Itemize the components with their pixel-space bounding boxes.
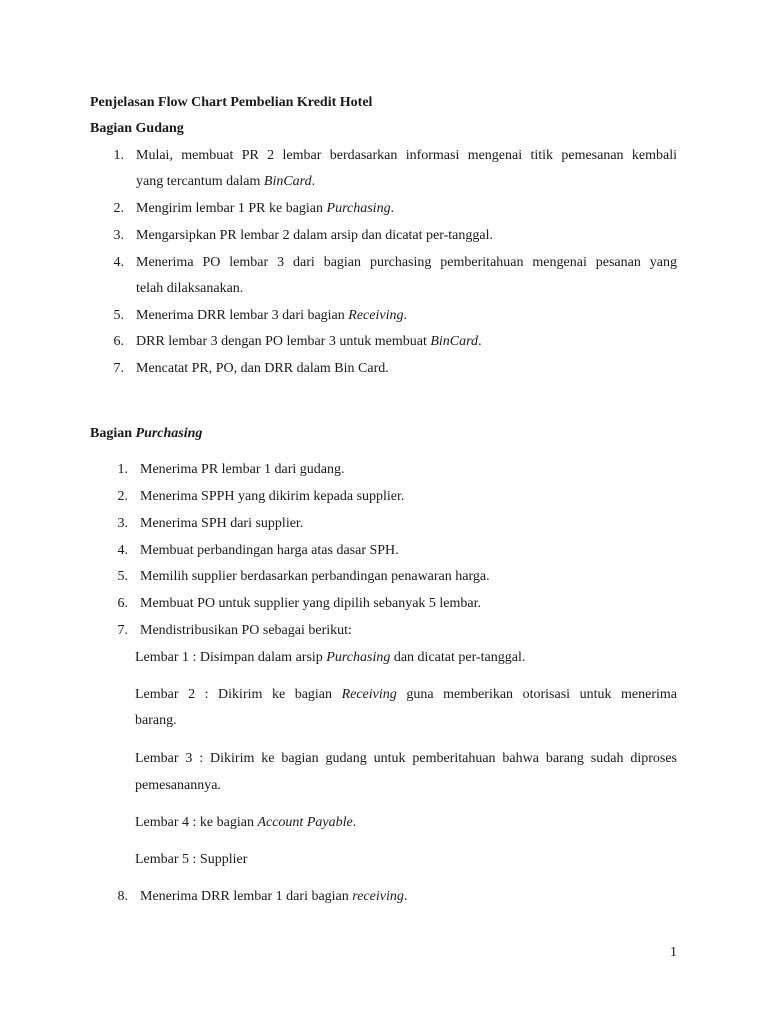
list-number: 6. [117, 596, 128, 611]
list-item-text: Menerima PR lembar 1 dari gudang. [140, 462, 345, 477]
list-item-text: Mulai, membuat PR 2 lembar berdasarkan informasi mengenai titik pemesanan kembali [136, 148, 677, 163]
list-item-text: Menerima SPH dari supplier. [140, 516, 304, 531]
list-number: 3. [113, 228, 124, 243]
lembar-2-text: Lembar 2 : Dikirim ke bagian Receiving guna memberikan otorisasi untuk menerima [135, 687, 677, 702]
list-item-text: Mengarsipkan PR lembar 2 dalam arsip dan dicatat per-tanggal. [136, 228, 493, 243]
page-number: 1 [670, 945, 677, 960]
list-number: 7. [113, 361, 124, 376]
lembar-1-text: Lembar 1 : Disimpan dalam arsip Purchasing dan dicatat per-tanggal. [135, 650, 526, 665]
list-item-text: DRR lembar 3 dengan PO lembar 3 untuk membuat BinCard. [136, 334, 482, 349]
lembar-3-text-cont: pemesanannya. [135, 778, 221, 793]
list-number: 2. [113, 201, 124, 216]
list-item-text: yang tercantum dalam BinCard. [136, 174, 316, 189]
list-number: 6. [113, 334, 124, 349]
list-item-text: Mendistribusikan PO sebagai berikut: [140, 623, 352, 638]
list-item-text: Mencatat PR, PO, dan DRR dalam Bin Card. [136, 361, 389, 376]
list-item-text: Menerima DRR lembar 3 dari bagian Receiving. [136, 308, 407, 323]
list-item-text: Mengirim lembar 1 PR ke bagian Purchasing. [136, 201, 395, 216]
lembar-3-text: Lembar 3 : Dikirim ke bagian gudang untuk pemberitahuan bahwa barang sudah diproses [135, 751, 677, 766]
lembar-5-text: Lembar 5 : Supplier [135, 852, 248, 867]
list-item-text: Memilih supplier berdasarkan perbandingan penawaran harga. [140, 569, 490, 584]
section-heading-gudang: Bagian Gudang [90, 121, 184, 136]
lembar-2-text-cont: barang. [135, 713, 177, 728]
list-number: 5. [117, 569, 128, 584]
list-number: 4. [113, 255, 124, 270]
list-number: 5. [113, 308, 124, 323]
list-item-text: Menerima SPPH yang dikirim kepada supplier. [140, 489, 405, 504]
section-heading-purchasing: Bagian Purchasing [90, 426, 203, 441]
list-number: 1. [113, 148, 124, 163]
list-item-text: Menerima PO lembar 3 dari bagian purchasing pemberitahuan mengenai pesanan yang [136, 255, 677, 270]
list-number: 2. [117, 489, 128, 504]
list-number: 3. [117, 516, 128, 531]
lembar-4-text: Lembar 4 : ke bagian Account Payable. [135, 815, 357, 830]
list-item-text: Membuat PO untuk supplier yang dipilih sebanyak 5 lembar. [140, 596, 482, 611]
list-number: 4. [117, 543, 128, 558]
list-item-text: Membuat perbandingan harga atas dasar SPH. [140, 543, 399, 558]
list-item-text: telah dilaksanakan. [136, 281, 244, 296]
list-number: 7. [117, 623, 128, 638]
list-number: 1. [117, 462, 128, 477]
list-number: 8. [117, 889, 128, 904]
document-title: Penjelasan Flow Chart Pembelian Kredit Hotel [90, 95, 373, 110]
list-item-text: Menerima DRR lembar 1 dari bagian receiving. [140, 889, 408, 904]
